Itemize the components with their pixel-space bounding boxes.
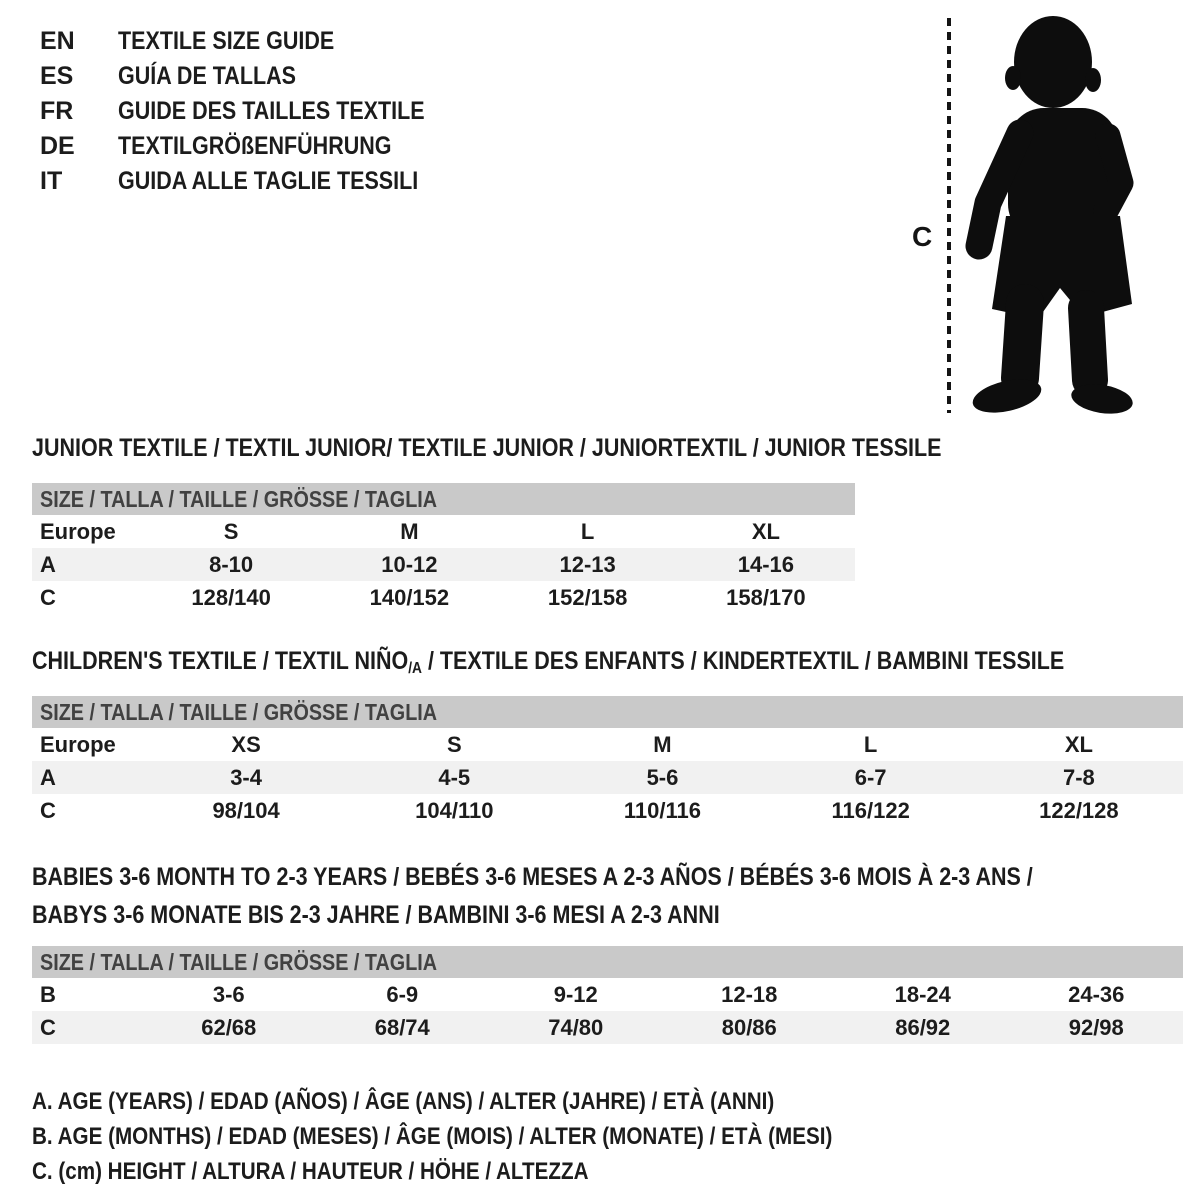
baby-silhouette-icon [970, 16, 1135, 418]
language-row-it [40, 164, 475, 199]
row-label: A [40, 551, 56, 577]
language-code: EN [40, 27, 75, 55]
legend-line-b: B. AGE (MONTHS) / EDAD (MESES) / ÂGE (MOIS) / ALTER (MONATE) / ETÀ (MESI) [32, 1123, 833, 1150]
size-cell: 9-12 [553, 981, 598, 1007]
language-code: ES [40, 62, 74, 90]
size-cell: 12-18 [721, 981, 778, 1007]
language-code: DE [40, 132, 75, 160]
size-cell: M [653, 731, 672, 757]
size-cell: 5-6 [646, 764, 679, 790]
size-header-band: SIZE / TALLA / TAILLE / GRÖSSE / TAGLIA [32, 696, 1183, 728]
size-cell: 152/158 [547, 584, 628, 610]
size-cell: 6-9 [386, 981, 419, 1007]
legend-line-c: C. (cm) HEIGHT / ALTURA / HAUTEUR / HÖHE / ALTEZZA [32, 1158, 589, 1185]
size-cell: 3-4 [230, 764, 262, 790]
table-row-age-years [32, 548, 855, 581]
table-row-age-years [32, 761, 1183, 794]
children-size-table [32, 696, 1183, 827]
size-cell: 140/152 [369, 584, 450, 610]
row-label: B [40, 981, 56, 1007]
babies-title-line1: BABIES 3-6 MONTH TO 2-3 YEARS / BEBÉS 3-6 MESES A 2-3 AÑOS / BÉBÉS 3-6 MOIS À 2-3 ANS / [32, 863, 1033, 891]
size-cell: 10-12 [381, 551, 438, 577]
junior-section-title: JUNIOR TEXTILE / TEXTIL JUNIOR/ TEXTILE JUNIOR / JUNIORTEXTIL / JUNIOR TESSILE [32, 434, 942, 462]
language-list [40, 24, 475, 199]
size-cell: L [863, 731, 878, 757]
babies-size-table [32, 946, 1183, 1044]
language-label: GUIDE DES TAILLES TEXTILE [118, 97, 425, 125]
table-header-row [32, 483, 855, 515]
babies-title-line2: BABYS 3-6 MONATE BIS 2-3 JAHRE / BAMBINI 3-6 MESI A 2-3 ANNI [32, 901, 720, 929]
size-header-band: SIZE / TALLA / TAILLE / GRÖSSE / TAGLIA [32, 483, 855, 515]
size-cell: 80/86 [721, 1014, 777, 1040]
size-cell: L [580, 518, 595, 544]
legend-line-a: A. AGE (YEARS) / EDAD (AÑOS) / ÂGE (ANS) / ALTER (JAHRE) / ETÀ (ANNI) [32, 1088, 775, 1115]
size-cell: 8-10 [209, 551, 254, 577]
size-cell: 128/140 [191, 584, 271, 610]
table-row-europe [32, 515, 855, 548]
size-cell: 62/68 [201, 1014, 257, 1040]
language-code: IT [40, 167, 63, 195]
size-cell: 18-24 [894, 981, 951, 1007]
size-cell: 98/104 [212, 797, 280, 823]
size-cell: M [400, 518, 419, 544]
size-cell: 14-16 [737, 551, 795, 577]
table-row-height [32, 794, 1183, 827]
size-cell: 4-5 [438, 764, 471, 790]
size-cell: 92/98 [1068, 1014, 1124, 1040]
size-cell: 12-13 [559, 551, 616, 577]
language-row-en [40, 24, 475, 59]
table-row-height [32, 581, 855, 614]
language-row-de [40, 129, 475, 164]
size-cell: 3-6 [212, 981, 245, 1007]
size-cell: 116/122 [831, 797, 910, 823]
size-cell: S [223, 518, 239, 544]
size-cell: XL [1064, 731, 1093, 757]
height-measure-figure [900, 8, 1152, 424]
size-cell: 122/128 [1039, 797, 1119, 823]
language-row-es [40, 59, 475, 94]
language-label: TEXTILE SIZE GUIDE [118, 27, 335, 55]
title-subscript: /A [408, 660, 422, 677]
language-row-fr [40, 94, 475, 129]
size-cell: S [446, 731, 462, 757]
row-label: Europe [40, 518, 116, 544]
measure-c-label: C [912, 221, 933, 252]
size-cell: 86/92 [895, 1014, 951, 1040]
size-cell: 110/116 [623, 797, 702, 823]
table-header-row [32, 696, 1183, 728]
language-label: GUIDA ALLE TAGLIE TESSILI [118, 167, 419, 195]
header [0, 0, 1200, 430]
size-cell: 7-8 [1062, 764, 1095, 790]
size-cell: 68/74 [374, 1014, 430, 1040]
table-row-age-months [32, 978, 1183, 1011]
legend [32, 1084, 1200, 1189]
table-row-height [32, 1011, 1183, 1044]
size-cell: 74/80 [548, 1014, 604, 1040]
size-cell: 104/110 [415, 797, 494, 823]
junior-size-table [32, 483, 855, 614]
row-label: Europe [40, 731, 116, 757]
size-cell: 158/170 [726, 584, 806, 610]
table-row-europe [32, 728, 1183, 761]
size-guide-content [0, 434, 1200, 1189]
row-label: A [40, 764, 56, 790]
size-cell: XS [231, 731, 261, 757]
size-cell: XL [751, 518, 780, 544]
children-section-title: CHILDREN'S TEXTILE / TEXTIL NIÑO/A / TEXTILE DES ENFANTS / KINDERTEXTIL / BAMBINI TESSILE [32, 647, 1065, 677]
language-label: TEXTILGRÖßENFÜHRUNG [118, 132, 392, 160]
size-cell: 6-7 [854, 764, 887, 790]
row-label: C [40, 797, 56, 823]
row-label: C [40, 584, 56, 610]
language-label: GUÍA DE TALLAS [118, 62, 296, 90]
row-label: C [40, 1014, 56, 1040]
size-header-band: SIZE / TALLA / TAILLE / GRÖSSE / TAGLIA [32, 946, 1183, 978]
table-header-row [32, 946, 1183, 978]
measure-figure-svg [900, 8, 1152, 424]
size-cell: 24-36 [1068, 981, 1125, 1007]
language-code: FR [40, 97, 74, 125]
babies-section-title [32, 858, 1200, 934]
